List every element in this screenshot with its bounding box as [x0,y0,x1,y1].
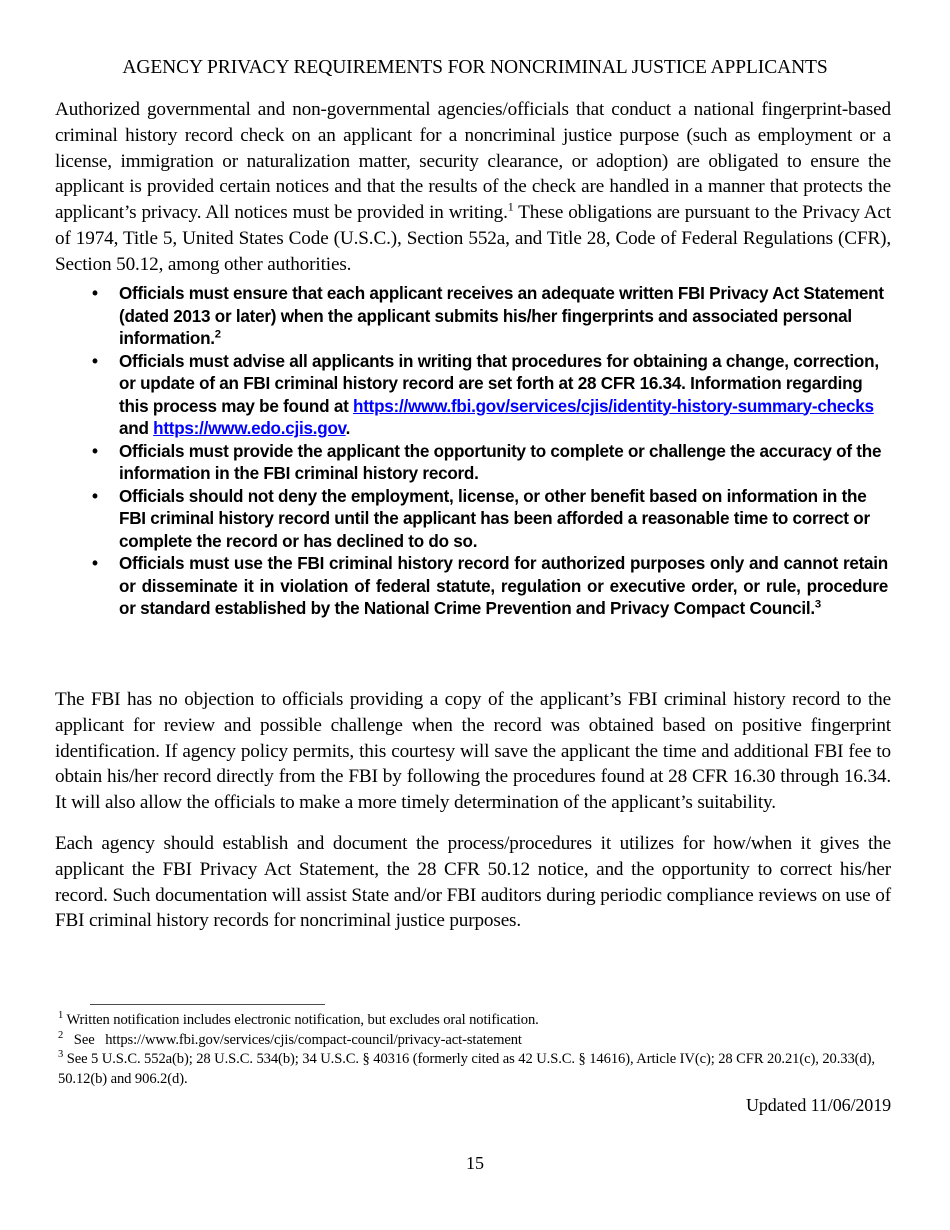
identity-history-summary-checks-link[interactable]: https://www.fbi.gov/services/cjis/identity-history-summary-checks [353,396,874,416]
intro-paragraph-part1: Authorized governmental and non-governmental agencies/officials that conduct a national fingerprint-based criminal history record check on an applicant for a noncriminal justice purpose (such as employment or a license, immigration or naturalization matter, security clearance, or adoption) are obligated to ensure the applicant is provided certain notices and that the results of the check are handled in a manner that protects the applicant’s privacy. All notices must be provided in writing. [55,99,891,224]
list-item-text: Officials must advise all applicants in writing that procedures for obtaining a change, correction, or update of an FBI criminal history record are set forth at 28 CFR 16.34. Information regarding this process may be found at [119,351,879,416]
footnote-2-text: See https://www.fbi.gov/services/cjis/compact-council/privacy-act-statement [63,1031,522,1048]
bullet-marker-icon: • [92,486,98,506]
footnote-2-marker: 2 [58,1029,64,1041]
footnote-ref-1[interactable]: 1 [507,199,514,214]
intro-paragraph-part2: These obligations are pursuant to the Privacy Act of 1974, Title 5, United States Code (U.S.C.), Section 552a, and Title 28, Code of Federal Regulations (CFR), Section 50.12, among other authorities. [55,202,891,275]
list-item-text: Officials must provide the applicant the opportunity to complete or challenge the accuracy of the information in the FBI criminal history record. [119,441,882,483]
list-item [88,351,888,441]
list-item-text: Officials should not deny the employment, license, or other benefit based on information in the FBI criminal history record until the applicant has been afforded a reasonable time to correct or complete the record or has declined to do so. [119,486,870,551]
list-item-link-separator: and [119,419,154,438]
footnote-2 [58,1031,898,1051]
intro-paragraph [55,97,891,278]
list-item-text: Officials must ensure that each applicant receives an adequate written FBI Privacy Act Statement (dated 2013 or later) when the applicant submits his/her fingerprints and associated personal information. [119,284,884,348]
bullet-marker-icon: • [92,284,98,303]
list-item [88,283,888,351]
footnote-separator [90,1004,325,1005]
page-title: AGENCY PRIVACY REQUIREMENTS FOR NONCRIMINAL JUSTICE APPLICANTS [122,57,828,78]
bullet-marker-icon: • [92,554,98,573]
updated-date: Updated 11/06/2019 [745,1095,891,1115]
paragraph-two: The FBI has no objection to officials providing a copy of the applicant’s FBI criminal history record to the applicant for review and possible challenge when the record was obtained based on positive fingerprint identification. If agency policy permits, this courtesy will save the applicant the time and additional FBI fee to obtain his/her record directly from the FBI by following the procedures found at 28 CFR 16.30 through 16.34. It will also allow the officials to make a more timely determination of the applicant’s suitability. [55,689,891,814]
footnote-ref-2[interactable]: 2 [214,328,221,341]
list-item [88,553,888,621]
list-item-text: Officials must use the FBI criminal history record for authorized purposes only and cannot retain or disseminate it in violation of federal statute, regulation or executive order, or rule, procedure or standard established by the National Crime Prevention and Privacy Compact Council. [119,554,888,618]
edo-cjis-gov-link[interactable]: https://www.edo.cjis.gov [153,419,346,438]
list-item [88,486,888,554]
page-number: 15 [466,1153,484,1173]
footnote-3 [58,1050,898,1089]
bullet-marker-icon: • [92,351,98,371]
bullet-marker-icon: • [92,441,98,461]
paragraph-three: Each agency should establish and document the process/procedures it utilizes for how/when it gives the applicant the FBI Privacy Act Statement, the 28 CFR 50.12 notice, and the opportunity to correct his/her record. Such documentation will assist State and/or FBI auditors during periodic compliance reviews on use of FBI criminal history records for noncriminal justice purposes. [55,833,891,932]
requirements-list [88,283,888,621]
list-item [88,441,888,486]
list-item-text-tail: . [345,419,351,438]
footnote-1 [58,1011,898,1031]
footnote-1-text: Written notification includes electronic notification, but excludes oral notification. [63,1012,539,1028]
footnote-3-text: See 5 U.S.C. 552a(b); 28 U.S.C. 534(b); 34 U.S.C. § 40316 (formerly cited as 42 U.S.C. § 14616), Article IV(c); 28 CFR 20.21(c), 20.33(d), 50.12(b) and 906.2(d). [58,1051,879,1087]
footnotes-section [58,1011,898,1089]
footnote-3-marker: 3 [58,1049,64,1061]
footnote-ref-3[interactable]: 3 [814,598,821,611]
footnote-1-marker: 1 [58,1010,64,1022]
